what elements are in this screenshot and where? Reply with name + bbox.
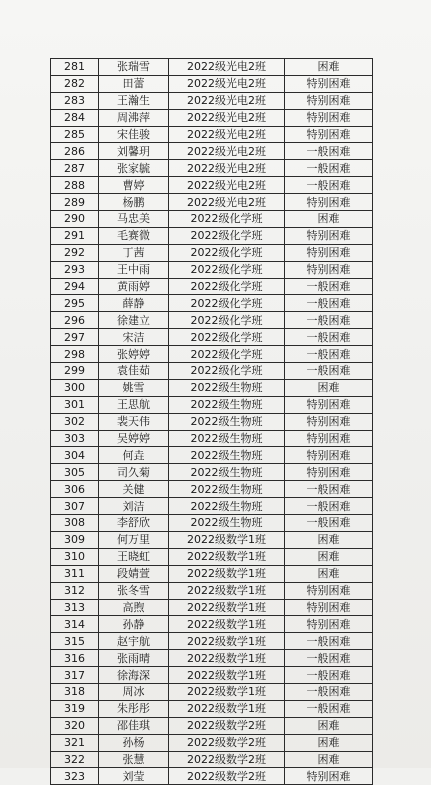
- class-name-cell: 2022级数学2班: [169, 717, 285, 734]
- table-row: [51, 768, 373, 785]
- table-row: [51, 160, 373, 177]
- row-number-cell: 291: [51, 227, 99, 244]
- row-number-cell: 305: [51, 464, 99, 481]
- table-row: [51, 667, 373, 684]
- difficulty-level-cell: 困难: [285, 548, 373, 565]
- table-row: [51, 430, 373, 447]
- class-name-cell: 2022级化学班: [169, 295, 285, 312]
- class-name-cell: 2022级数学1班: [169, 683, 285, 700]
- table-row: [51, 312, 373, 329]
- student-name-cell: 裴天伟: [99, 413, 169, 430]
- class-name-cell: 2022级数学1班: [169, 531, 285, 548]
- student-name-cell: 高煦: [99, 599, 169, 616]
- difficulty-level-cell: 特别困难: [285, 126, 373, 143]
- row-number-cell: 312: [51, 582, 99, 599]
- difficulty-level-cell: 一般困难: [285, 363, 373, 380]
- row-number-cell: 298: [51, 346, 99, 363]
- student-name-cell: 王中雨: [99, 261, 169, 278]
- student-name-cell: 段婧萱: [99, 565, 169, 582]
- class-name-cell: 2022级化学班: [169, 261, 285, 278]
- table-row: [51, 582, 373, 599]
- table-row: [51, 194, 373, 211]
- student-name-cell: 丁茜: [99, 244, 169, 261]
- difficulty-level-cell: 特别困难: [285, 413, 373, 430]
- class-name-cell: 2022级光电2班: [169, 126, 285, 143]
- row-number-cell: 290: [51, 211, 99, 228]
- table-row: [51, 295, 373, 312]
- difficulty-level-cell: 一般困难: [285, 143, 373, 160]
- class-name-cell: 2022级光电2班: [169, 194, 285, 211]
- table-row: [51, 177, 373, 194]
- table-row: [51, 633, 373, 650]
- table-row: [51, 717, 373, 734]
- row-number-cell: 288: [51, 177, 99, 194]
- class-name-cell: 2022级生物班: [169, 447, 285, 464]
- student-name-cell: 张慧: [99, 751, 169, 768]
- row-number-cell: 310: [51, 548, 99, 565]
- difficulty-level-cell: 困难: [285, 734, 373, 751]
- student-name-cell: 邵佳琪: [99, 717, 169, 734]
- table-row: [51, 109, 373, 126]
- class-name-cell: 2022级数学2班: [169, 751, 285, 768]
- class-name-cell: 2022级数学1班: [169, 616, 285, 633]
- student-name-cell: 姚雪: [99, 379, 169, 396]
- row-number-cell: 306: [51, 481, 99, 498]
- table-row: [51, 346, 373, 363]
- class-name-cell: 2022级光电2班: [169, 177, 285, 194]
- difficulty-level-cell: 困难: [285, 379, 373, 396]
- difficulty-level-cell: 特别困难: [285, 261, 373, 278]
- class-name-cell: 2022级光电2班: [169, 109, 285, 126]
- student-name-cell: 张雨晴: [99, 650, 169, 667]
- student-name-cell: 宋洁: [99, 329, 169, 346]
- student-name-cell: 毛赛微: [99, 227, 169, 244]
- row-number-cell: 295: [51, 295, 99, 312]
- row-number-cell: 319: [51, 700, 99, 717]
- table-row: [51, 261, 373, 278]
- table-row: [51, 515, 373, 532]
- class-name-cell: 2022级化学班: [169, 227, 285, 244]
- class-name-cell: 2022级数学1班: [169, 700, 285, 717]
- table-row: [51, 599, 373, 616]
- class-name-cell: 2022级化学班: [169, 244, 285, 261]
- class-name-cell: 2022级化学班: [169, 329, 285, 346]
- class-name-cell: 2022级数学2班: [169, 734, 285, 751]
- difficulty-level-cell: 一般困难: [285, 498, 373, 515]
- difficulty-level-cell: 困难: [285, 751, 373, 768]
- class-name-cell: 2022级光电2班: [169, 160, 285, 177]
- difficulty-level-cell: 一般困难: [285, 481, 373, 498]
- class-name-cell: 2022级数学1班: [169, 667, 285, 684]
- table-row: [51, 59, 373, 76]
- row-number-cell: 294: [51, 278, 99, 295]
- table-row: [51, 92, 373, 109]
- difficulty-level-cell: 特别困难: [285, 430, 373, 447]
- row-number-cell: 302: [51, 413, 99, 430]
- class-name-cell: 2022级数学1班: [169, 599, 285, 616]
- student-name-cell: 王思航: [99, 396, 169, 413]
- row-number-cell: 313: [51, 599, 99, 616]
- row-number-cell: 309: [51, 531, 99, 548]
- table-row: [51, 464, 373, 481]
- class-name-cell: 2022级生物班: [169, 498, 285, 515]
- class-name-cell: 2022级数学1班: [169, 582, 285, 599]
- student-name-cell: 刘莹: [99, 768, 169, 785]
- difficulty-level-cell: 特别困难: [285, 464, 373, 481]
- row-number-cell: 320: [51, 717, 99, 734]
- student-name-cell: 王瀚生: [99, 92, 169, 109]
- student-name-cell: 张婷婷: [99, 346, 169, 363]
- class-name-cell: 2022级数学1班: [169, 633, 285, 650]
- student-name-cell: 刘馨玥: [99, 143, 169, 160]
- difficulty-level-cell: 特别困难: [285, 768, 373, 785]
- table-row: [51, 683, 373, 700]
- student-table: [50, 58, 373, 785]
- row-number-cell: 296: [51, 312, 99, 329]
- row-number-cell: 315: [51, 633, 99, 650]
- row-number-cell: 299: [51, 363, 99, 380]
- difficulty-level-cell: 一般困难: [285, 700, 373, 717]
- row-number-cell: 281: [51, 59, 99, 76]
- row-number-cell: 292: [51, 244, 99, 261]
- class-name-cell: 2022级生物班: [169, 396, 285, 413]
- table-row: [51, 700, 373, 717]
- difficulty-level-cell: 特别困难: [285, 396, 373, 413]
- table-row: [51, 396, 373, 413]
- row-number-cell: 301: [51, 396, 99, 413]
- table-row: [51, 75, 373, 92]
- student-name-cell: 宋佳骏: [99, 126, 169, 143]
- student-name-cell: 孙静: [99, 616, 169, 633]
- row-number-cell: 317: [51, 667, 99, 684]
- class-name-cell: 2022级化学班: [169, 278, 285, 295]
- class-name-cell: 2022级数学1班: [169, 650, 285, 667]
- student-name-cell: 司久菊: [99, 464, 169, 481]
- table-row: [51, 126, 373, 143]
- student-name-cell: 袁佳茹: [99, 363, 169, 380]
- table-row: [51, 734, 373, 751]
- class-name-cell: 2022级数学2班: [169, 768, 285, 785]
- table-row: [51, 498, 373, 515]
- row-number-cell: 289: [51, 194, 99, 211]
- table-row: [51, 379, 373, 396]
- difficulty-level-cell: 一般困难: [285, 295, 373, 312]
- row-number-cell: 303: [51, 430, 99, 447]
- student-name-cell: 周沸萍: [99, 109, 169, 126]
- row-number-cell: 308: [51, 515, 99, 532]
- row-number-cell: 307: [51, 498, 99, 515]
- difficulty-level-cell: 特别困难: [285, 75, 373, 92]
- difficulty-level-cell: 特别困难: [285, 194, 373, 211]
- class-name-cell: 2022级化学班: [169, 363, 285, 380]
- difficulty-level-cell: 一般困难: [285, 177, 373, 194]
- row-number-cell: 322: [51, 751, 99, 768]
- table-row: [51, 363, 373, 380]
- student-name-cell: 田蕾: [99, 75, 169, 92]
- class-name-cell: 2022级生物班: [169, 413, 285, 430]
- row-number-cell: 284: [51, 109, 99, 126]
- difficulty-level-cell: 一般困难: [285, 683, 373, 700]
- row-number-cell: 311: [51, 565, 99, 582]
- difficulty-level-cell: 一般困难: [285, 650, 373, 667]
- student-name-cell: 徐海深: [99, 667, 169, 684]
- table-row: [51, 278, 373, 295]
- class-name-cell: 2022级生物班: [169, 464, 285, 481]
- class-name-cell: 2022级数学1班: [169, 548, 285, 565]
- table-row: [51, 751, 373, 768]
- difficulty-level-cell: 特别困难: [285, 599, 373, 616]
- table-row: [51, 565, 373, 582]
- student-name-cell: 孙杨: [99, 734, 169, 751]
- student-name-cell: 张瑞雪: [99, 59, 169, 76]
- student-name-cell: 朱彤彤: [99, 700, 169, 717]
- row-number-cell: 283: [51, 92, 99, 109]
- class-name-cell: 2022级化学班: [169, 211, 285, 228]
- difficulty-level-cell: 困难: [285, 565, 373, 582]
- class-name-cell: 2022级数学1班: [169, 565, 285, 582]
- student-name-cell: 吴婷婷: [99, 430, 169, 447]
- table-row: [51, 413, 373, 430]
- row-number-cell: 318: [51, 683, 99, 700]
- class-name-cell: 2022级化学班: [169, 346, 285, 363]
- student-name-cell: 马忠美: [99, 211, 169, 228]
- row-number-cell: 304: [51, 447, 99, 464]
- difficulty-level-cell: 一般困难: [285, 515, 373, 532]
- row-number-cell: 287: [51, 160, 99, 177]
- difficulty-level-cell: 一般困难: [285, 346, 373, 363]
- student-table-body: [51, 59, 373, 785]
- row-number-cell: 323: [51, 768, 99, 785]
- table-row: [51, 211, 373, 228]
- student-name-cell: 杨鹏: [99, 194, 169, 211]
- difficulty-level-cell: 一般困难: [285, 160, 373, 177]
- table-row: [51, 447, 373, 464]
- row-number-cell: 321: [51, 734, 99, 751]
- class-name-cell: 2022级生物班: [169, 430, 285, 447]
- student-name-cell: 王晓虹: [99, 548, 169, 565]
- difficulty-level-cell: 困难: [285, 211, 373, 228]
- student-name-cell: 刘洁: [99, 498, 169, 515]
- table-row: [51, 531, 373, 548]
- student-name-cell: 何垚: [99, 447, 169, 464]
- table-row: [51, 143, 373, 160]
- class-name-cell: 2022级光电2班: [169, 92, 285, 109]
- student-name-cell: 张冬雪: [99, 582, 169, 599]
- student-name-cell: 薛静: [99, 295, 169, 312]
- student-name-cell: 张家毓: [99, 160, 169, 177]
- difficulty-level-cell: 特别困难: [285, 109, 373, 126]
- class-name-cell: 2022级生物班: [169, 379, 285, 396]
- difficulty-level-cell: 困难: [285, 59, 373, 76]
- difficulty-level-cell: 特别困难: [285, 244, 373, 261]
- class-name-cell: 2022级光电2班: [169, 75, 285, 92]
- row-number-cell: 282: [51, 75, 99, 92]
- row-number-cell: 293: [51, 261, 99, 278]
- student-name-cell: 关健: [99, 481, 169, 498]
- difficulty-level-cell: 一般困难: [285, 312, 373, 329]
- difficulty-level-cell: 困难: [285, 531, 373, 548]
- difficulty-level-cell: 一般困难: [285, 278, 373, 295]
- student-name-cell: 黄雨婷: [99, 278, 169, 295]
- student-name-cell: 何万里: [99, 531, 169, 548]
- row-number-cell: 314: [51, 616, 99, 633]
- difficulty-level-cell: 一般困难: [285, 667, 373, 684]
- row-number-cell: 285: [51, 126, 99, 143]
- difficulty-level-cell: 困难: [285, 717, 373, 734]
- student-name-cell: 李舒欣: [99, 515, 169, 532]
- row-number-cell: 300: [51, 379, 99, 396]
- table-row: [51, 616, 373, 633]
- table-row: [51, 329, 373, 346]
- class-name-cell: 2022级光电2班: [169, 143, 285, 160]
- table-row: [51, 548, 373, 565]
- row-number-cell: 297: [51, 329, 99, 346]
- class-name-cell: 2022级光电2班: [169, 59, 285, 76]
- table-row: [51, 227, 373, 244]
- difficulty-level-cell: 特别困难: [285, 92, 373, 109]
- class-name-cell: 2022级化学班: [169, 312, 285, 329]
- difficulty-level-cell: 特别困难: [285, 227, 373, 244]
- student-name-cell: 周冰: [99, 683, 169, 700]
- class-name-cell: 2022级生物班: [169, 481, 285, 498]
- row-number-cell: 316: [51, 650, 99, 667]
- difficulty-level-cell: 一般困难: [285, 633, 373, 650]
- table-row: [51, 650, 373, 667]
- row-number-cell: 286: [51, 143, 99, 160]
- class-name-cell: 2022级生物班: [169, 515, 285, 532]
- difficulty-level-cell: 特别困难: [285, 616, 373, 633]
- difficulty-level-cell: 特别困难: [285, 582, 373, 599]
- table-row: [51, 244, 373, 261]
- student-name-cell: 曹婷: [99, 177, 169, 194]
- student-name-cell: 徐建立: [99, 312, 169, 329]
- table-row: [51, 481, 373, 498]
- difficulty-level-cell: 一般困难: [285, 329, 373, 346]
- student-name-cell: 赵宇航: [99, 633, 169, 650]
- difficulty-level-cell: 特别困难: [285, 447, 373, 464]
